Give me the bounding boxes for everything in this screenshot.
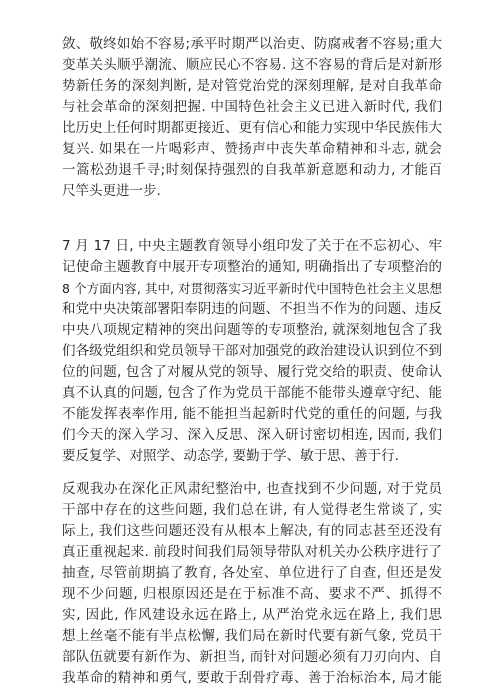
text-line: 位的问题, 包含了对履从党的领导、履行党交给的职责、使命认 — [62, 364, 442, 380]
text-line: 8 个方面内容, 其中, 对贯彻落实习近平新时代中国特色社会主义思想 — [62, 281, 442, 296]
text-line: 中央八项规定精神的突出问题等的专项整治, 就深刻地包含了我 — [62, 322, 442, 338]
text-line: 势新任务的深刻判断, 是对管党治党的深刻理解, 是对自我革命 — [62, 78, 442, 94]
text-line: 们今天的深入学习、深入反思、深入研讨密切相连, 因而, 我们 — [62, 427, 442, 443]
text-line: 尺竿头更进一步. — [62, 183, 161, 199]
text-line: 7 月 17 日, 中央主题教育领导小组印发了关于在不忘初心、牢 — [62, 238, 442, 254]
paragraph-1 — [62, 34, 442, 202]
text-line: 现不少问题, 归根原因还是在于标准不高、要求不严、抓得不 — [62, 586, 442, 602]
paragraph-3 — [62, 479, 442, 689]
text-line: 一篙松劲退千寻;时刻保持强烈的自我革新意愿和动力, 才能百 — [62, 162, 442, 178]
text-line: 不能发挥表率作用, 能不能担当起新时代党的重任的问题, 与我 — [62, 406, 442, 422]
text-line: 反观我办在深化正风肃纪整治中, 也查找到不少问题, 对于党员 — [62, 481, 442, 497]
text-line: 真不认真的问题, 包含了作为党员干部能不能带头遵章守纪、能 — [62, 385, 442, 401]
text-line: 和党中央决策部署阳奉阴违的问题、不担当不作为的问题、违反 — [62, 301, 442, 317]
text-line: 比历史上任何时期都更接近、更有信心和能力实现中华民族伟大 — [62, 120, 442, 136]
text-line: 们各级党组织和党员领导干部对加强党的政治建设认识到位不到 — [62, 343, 442, 359]
text-line: 想上丝毫不能有半点松懈, 我们局在新时代要有新气象, 党员干 — [62, 628, 442, 644]
text-line: 部队伍就要有新作为、新担当, 而针对问题必须有刀刃向内、自 — [62, 649, 442, 665]
text-line: 实, 因此, 作风建设永远在路上, 从严治党永远在路上, 我们思 — [62, 607, 442, 623]
text-line: 干部中存在的这些问题, 我们总在讲, 有人觉得老生常谈了, 实 — [62, 502, 442, 518]
text-line: 真正重视起来. 前段时间我们局领导带队对机关办公秩序进行了 — [62, 544, 442, 560]
text-line: 抽查, 尽管前期搞了教育, 各处室、单位进行了自查, 但还是发 — [62, 565, 442, 581]
text-line: 要反复学、对照学、动态学, 要勤于学、敏于思、善于行. — [62, 448, 399, 464]
text-line: 与社会革命的深刻把握. 中国特色社会主义已进入新时代, 我们 — [62, 99, 442, 115]
text-line: 复兴. 如果在一片喝彩声、赞扬声中丧失革命精神和斗志, 就会 — [62, 141, 442, 157]
text-line: 我革命的精神和勇气, 要敢于刮骨疗毒、善于治标治本, 局才能 — [62, 670, 442, 686]
text-line: 敛、敬终如始不容易;承平时期严以治吏、防腐戒奢不容易;重大 — [62, 36, 442, 52]
text-line: 际上, 我们这些问题还没有从根本上解决, 有的同志甚至还没有 — [62, 523, 442, 539]
text-line: 变革关头顺乎潮流、顺应民心不容易. 这不容易的背后是对新形 — [62, 57, 442, 73]
text-line: 记使命主题教育中展开专项整治的通知, 明确指出了专项整治的 — [62, 259, 442, 275]
paragraph-2 — [62, 236, 442, 467]
